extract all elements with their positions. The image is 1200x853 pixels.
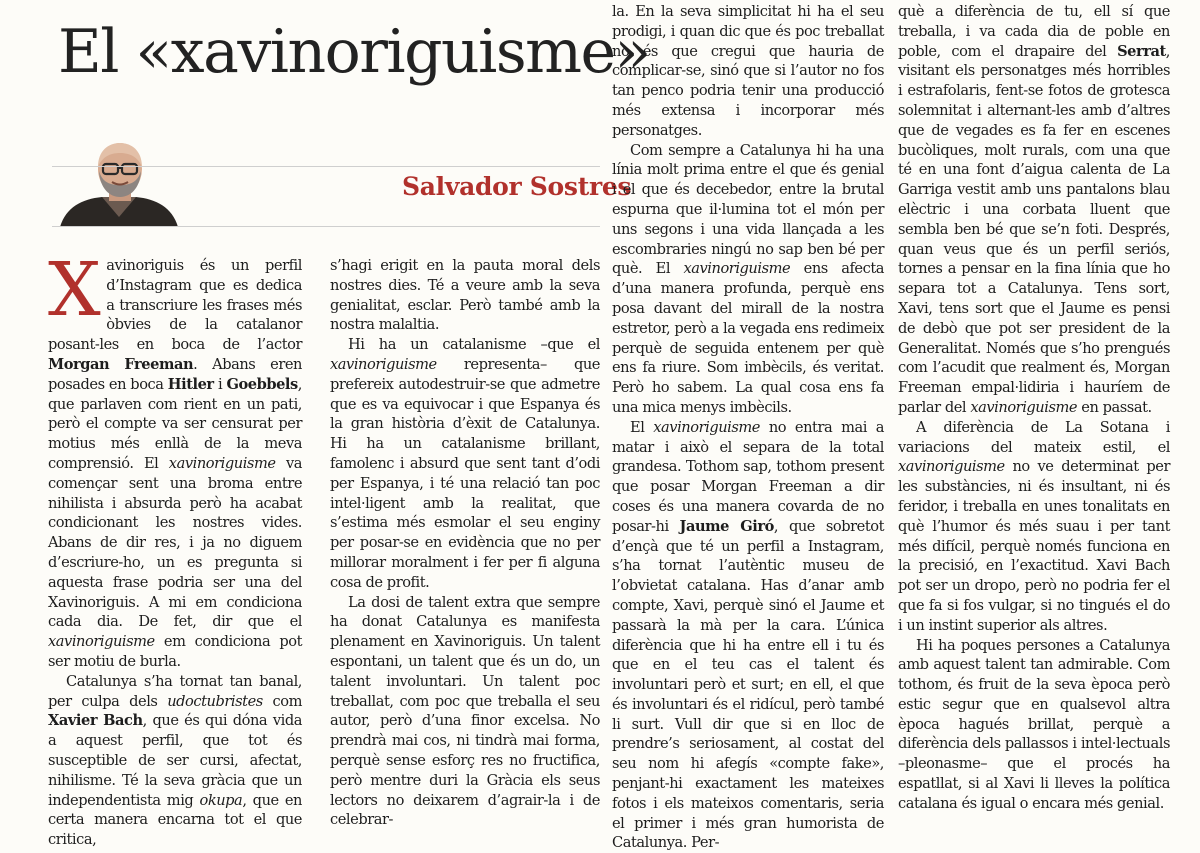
column-4 xyxy=(898,2,1170,812)
paragraph: El xavinoriguisme no entra mai a matar i això el separa de la total grandesa. Tothom sap, tothom present que posar Morgan Freeman a dir coses és una manera covarda de no posar-hi Jaume Giró, que sobretot d’ençà que té un perfil a Instagram, s’ha tornat l’autèntic museu de l’obvietat catalana. Has d’anar amb compte, Xavi, perquè sinó el Jaume et passarà la mà per la cara. L’única diferència que hi ha entre ell i tu és que en el teu cas el talent és involuntari però et surt; en ell, el que és involuntari és el ridícul, però també li surt. Vull dir que si en lloc de prendre’s seriosament, al costat del seu nom hi afegís «compte fake», penjant-hi exactament les mateixes fotos i els mateixos comentaris, seria el primer i més gran humorista de Catalunya. Per- xyxy=(612,418,884,852)
column-2 xyxy=(330,256,600,829)
paragraph: Hi ha poques persones a Catalunya amb aquest talent tan admirable. Com tothom, és fruit de la seva època però estic segur que en qualsevol altra època hagués brillat, perquè a diferència dels pallassos i intel·lectuals –pleonasme– que el procés ha espatllat, si al Xavi li lleves la política catalana és igual o encara més genial. xyxy=(898,636,1170,812)
paragraph: La dosi de talent extra que sempre ha donat Catalunya es manifesta plenament en Xavinoriguis. Un talent espontani, un talent que és un do, un talent involuntari. Un talent poc treballat, com poc que treballa el seu autor, però d’una finor excelsa. No prendrà mai cos, ni tindrà mai forma, perquè sense esforç res no fructifica, però mentre duri la Gràcia els seus lectors no deixarem d’agrair-la i de celebrar- xyxy=(330,593,600,829)
paragraph: la. En la seva simplicitat hi ha el seu prodigi, i quan dic que és poc treballat no és que cregui que hauria de complicar-se, sinó que si l’autor no fos tan penco podria tenir una producció més extensa i incorporar més personatges. xyxy=(612,3,884,139)
author-portrait-illustration xyxy=(52,137,184,227)
paragraph: s’hagi erigit en la pauta moral dels nostres dies. Té a veure amb la seva genialitat, esclar. Però també amb la nostra malaltia. xyxy=(330,257,600,334)
paragraph: Catalunya s’ha tornat tan banal, per culpa dels udoctubristes com Xavier Bach, que és qui dóna vida a aquest perfil, que tot és susceptible de ser cursi, afectat, nihilisme. Té la seva gràcia que un independentista mig okupa, que en certa manera encarna tot el que critica, xyxy=(48,672,303,849)
paragraph: què a diferència de tu, ell sí que treballa, i va cada dia de poble en poble, com el drapaire del Serrat, visitant els personatges més horribles i estrafolaris, fent-se fotos de grotesca solemnitat i alternant-les amb d’altres que de vegades es fa fer en escenes bucòliques, molt rurals, com una que té en una font d’aigua calenta de La Garriga vestit amb uns pantalons blau elèctric i una corbata lluent que sembla ben bé que se’n foti. Després, quan veus que és un perfil seriós, tornes a pensar en la fina línia que ho separa tot a Catalunya. Tens sort, Xavi, tens sort que el Jaume es pensi de debò que pot ser president de la Generalitat. Només que s’ho prengués com l’acudit que realment és, Morgan Freeman empal·lidiria i hauríem de parlar del xavinoriguisme en passat. xyxy=(898,3,1170,416)
header-rule xyxy=(52,166,600,167)
paragraph: A diferència de La Sotana i variacions del mateix estil, el xavinoriguisme no ve determinat per les substàncies, ni és insultant, ni és feridor, i treballa en unes tonalitats en què l’humor és més suau i per tant més difícil, perquè només funciona en la precisió, en l’exactitud. Xavi Bach pot ser un dropo, però no podria fer el que fa si fos vulgar, si no tingués el do i un instint superior als altres. xyxy=(898,418,1170,634)
drop-cap: X xyxy=(48,247,101,333)
paragraph: Xavinoriguis és un perfil d’Instagram que es dedica a transcriure les frases més òbvies de la catalanor posant-les en boca de l’actor Morgan Freeman. Abans eren posades en boca Hitler i Goebbels, que parlaven com rient en un pati, però el compte va ser censurat per motius més enllà de la meva comprensió. El xavinoriguisme va començar sent una broma entre nihilista i absurda però ha acabat condicionant les nostres vides. Abans de dir res, i ja no diguem d’escriure-ho, un es pregunta si aquesta frase podria ser una del Xavinoriguis. A mi em condiciona cada dia. De fet, dir que el xavinoriguisme em condiciona pot ser motiu de burla. xyxy=(48,247,303,670)
article-title: El «xavinoriguisme» xyxy=(58,17,650,87)
byline-rule xyxy=(52,226,600,227)
paragraph: Com sempre a Catalunya hi ha una línia molt prima entre el que és genial i el que és decebedor, entre la brutal espurna que il·lumina tot el món per uns segons i una vida llançada a les escombraries ningú no sap ben bé per què. El xavinoriguisme ens afecta d’una manera profunda, perquè ens posa davant del mirall de la nostra estretor, però a la vegada ens redimeix perquè de seguida entenem per què ens fa riure. Som imbècils, és veritat. Però ho sabem. La qual cosa ens fa una mica menys imbècils. xyxy=(612,141,884,416)
author-byline: Salvador Sostres xyxy=(402,172,632,201)
author-photo xyxy=(52,137,184,227)
paragraph: Hi ha un catalanisme –que el xavinoriguisme representa– que prefereix autodestruir-se que admetre que es va equivocar i que Espanya és la gran història d’èxit de Catalunya. Hi ha un catalanisme brillant, famolenc i absurd que sent tant d’odi per Espanya, i té una relació tan poc intel·ligent amb la realitat, que s’estima més esmolar el seu enginy per posar-se en evidència que no per millorar moralment i fer per fi alguna cosa de profit. xyxy=(330,336,600,591)
column-3 xyxy=(612,2,884,852)
column-1 xyxy=(48,247,303,849)
